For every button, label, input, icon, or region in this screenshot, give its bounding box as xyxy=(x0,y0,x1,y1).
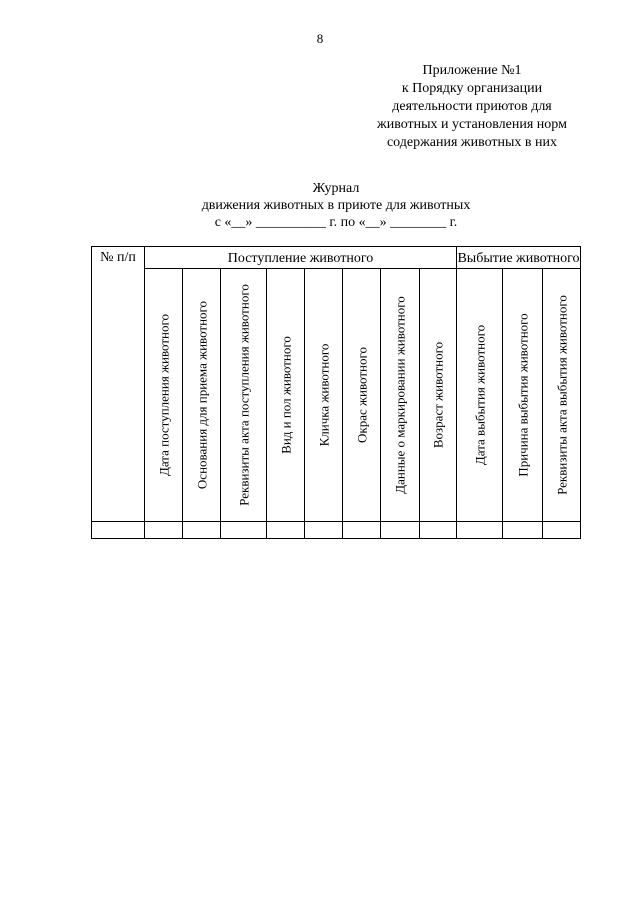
column-header xyxy=(305,269,343,522)
intake-header: Поступление животного xyxy=(145,247,457,269)
appendix-line: животных и установления норм xyxy=(377,117,567,132)
table-header-row xyxy=(92,247,581,269)
animal-movement-table xyxy=(91,246,581,539)
column-header xyxy=(457,269,503,522)
column-header-label: Данные о маркировании животного xyxy=(392,296,408,494)
page-number: 8 xyxy=(316,31,324,46)
column-header xyxy=(267,269,305,522)
column-header-label: Дата выбытия животного xyxy=(472,324,487,466)
table-cell[interactable] xyxy=(420,522,457,539)
table-cell[interactable] xyxy=(343,522,381,539)
journal-period: с «__» __________ г. по «__» ________ г. xyxy=(214,215,458,230)
column-header xyxy=(381,269,420,522)
column-header xyxy=(145,269,183,522)
table-cell[interactable] xyxy=(145,522,183,539)
column-header-label: Кличка животного xyxy=(316,343,331,447)
exit-header: Выбытие животного xyxy=(457,247,581,269)
journal-title: Журнал xyxy=(312,181,360,196)
table-cell[interactable] xyxy=(305,522,343,539)
table-cell[interactable] xyxy=(543,522,581,539)
column-header xyxy=(183,269,221,522)
column-header-label: Дата поступления животного xyxy=(156,313,171,477)
table-cell[interactable] xyxy=(267,522,305,539)
column-header-label: Реквизиты акта поступления животного xyxy=(236,284,251,506)
appendix-line: Приложение №1 xyxy=(422,63,522,78)
appendix-line: к Порядку организации xyxy=(401,81,543,96)
column-header-label: Причина выбытия животного xyxy=(515,313,530,477)
appendix-line: деятельности приютов для xyxy=(392,99,552,114)
table-cell[interactable] xyxy=(221,522,267,539)
column-header-label: Вид и пол животного xyxy=(278,336,293,454)
column-header-label: Реквизиты акта выбытия животного xyxy=(554,295,569,495)
column-header xyxy=(221,269,267,522)
table-cell[interactable] xyxy=(457,522,503,539)
column-header xyxy=(543,269,581,522)
appendix-header xyxy=(364,62,580,152)
journal-title-block xyxy=(0,180,640,231)
column-header xyxy=(343,269,381,522)
column-header-label: Основания для приема животного xyxy=(194,300,209,490)
table-cell[interactable] xyxy=(183,522,221,539)
column-header-label: Окрас животного xyxy=(354,347,369,443)
table-cell[interactable] xyxy=(503,522,543,539)
journal-subtitle: движения животных в приюте для животных xyxy=(201,198,471,213)
column-header xyxy=(503,269,543,522)
appendix-line: содержания животных в них xyxy=(386,135,558,150)
column-header-label: Возраст животного xyxy=(430,341,446,449)
column-header xyxy=(420,269,457,522)
table-cell[interactable] xyxy=(92,522,145,539)
table-row xyxy=(92,522,581,539)
number-header: № п/п xyxy=(92,247,145,522)
table-subheader-row xyxy=(92,269,581,522)
table-cell[interactable] xyxy=(381,522,420,539)
